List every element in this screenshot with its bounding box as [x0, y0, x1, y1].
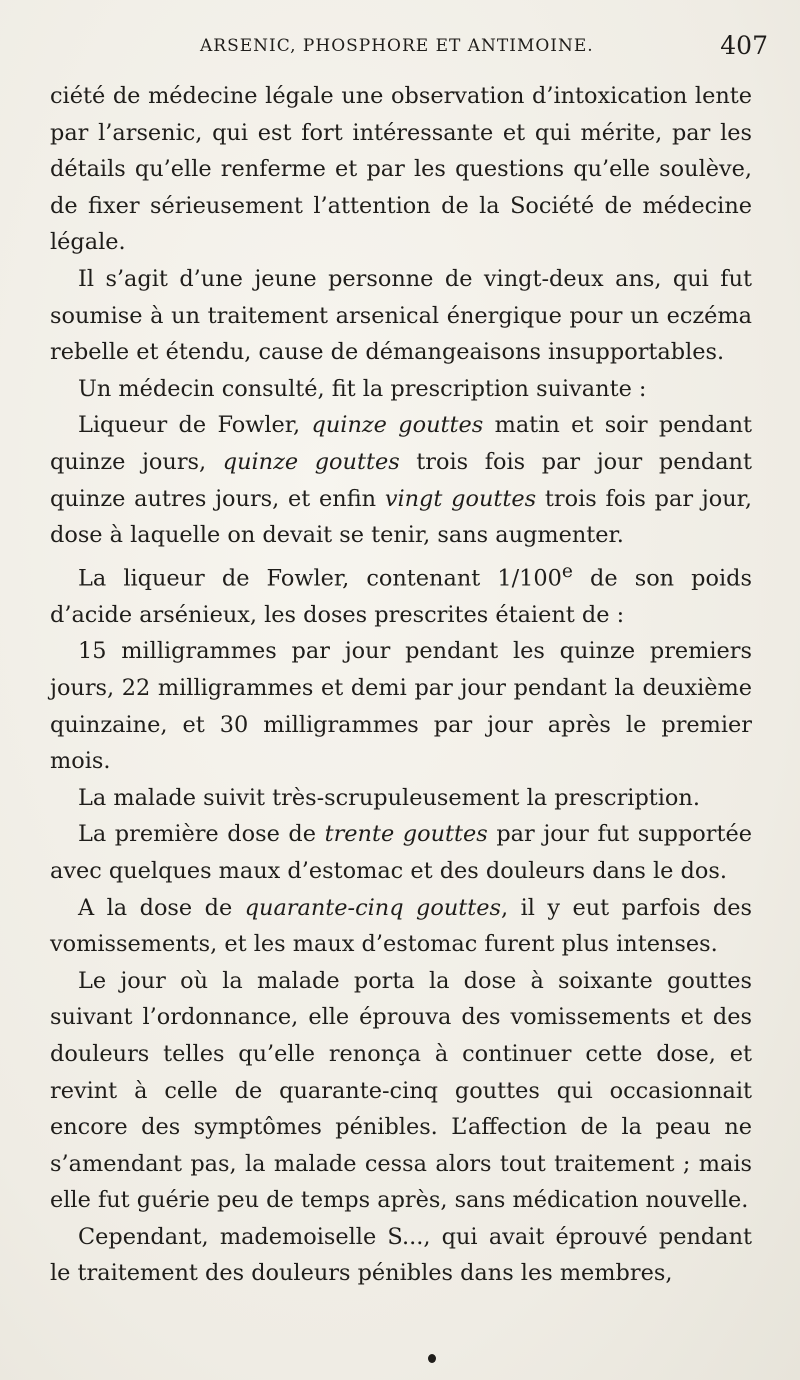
paragraph — [50, 371, 752, 408]
paragraph — [50, 261, 752, 371]
text-run: Cependant, mademoiselle S..., qui avait éprouvé pendant le traitement des douleurs pénibles dans les membres, — [50, 1223, 752, 1287]
ink-dot — [428, 1354, 436, 1363]
text-run: matin et soir pendant quinze jours, — [50, 412, 752, 475]
paragraph — [50, 963, 752, 1219]
italic-text: quinze gouttes — [311, 412, 484, 439]
text-run: Le jour où la malade porta la dose à soixante gouttes suivant l’ordonnance, elle éprouva des vomissements et des douleurs telles qu’elle renonça à continuer cette dose, et revint à celle de quarante-cinq gouttes qui occasionnait encore des symptômes pénibles. L’affection de la peau ne s’amendant pas, la malade cessa alors tout traitement ; mais elle fut guérie peu de temps après, sans médication nouvelle. — [50, 967, 752, 1214]
paragraph — [50, 780, 752, 817]
text-run: trois fois par jour pendant quinze autres jours, et enfin — [50, 448, 752, 512]
text-run: Liqueur de Fowler, — [78, 412, 312, 439]
paragraph — [50, 1219, 752, 1292]
text-run: trois fois par jour, dose à laquelle on devait se tenir, sans augmenter. — [50, 485, 752, 549]
paragraph — [50, 407, 752, 553]
page-header — [50, 31, 768, 70]
paragraph — [50, 78, 752, 261]
paragraph — [50, 633, 752, 779]
italic-text: vingt gouttes — [384, 485, 537, 512]
page-number: 407 — [720, 31, 768, 60]
text-run: La malade suivit très-scrupuleusement la prescription. — [78, 784, 700, 811]
text-run: A la dose de — [78, 894, 245, 921]
text-run: La liqueur de Fowler, contenant 1/100 — [78, 565, 562, 592]
text-run: par jour fut supportée avec quelques maux d’estomac et des douleurs dans le dos. — [50, 821, 752, 884]
text-run: Il s’agit d’une jeune personne de vingt-deux ans, qui fut soumise à un traitement arsenical énergique pour un eczéma rebelle et étendu, cause de démangeaisons insupportables. — [50, 265, 752, 366]
italic-text: quinze gouttes — [222, 448, 400, 475]
paragraph — [50, 816, 752, 889]
italic-text: trente gouttes — [324, 821, 488, 848]
paragraph — [50, 554, 752, 634]
italic-text: quarante-cinq gouttes — [244, 894, 501, 921]
text-run: La première dose de — [78, 821, 325, 848]
text-run: de son poids d’acide arsénieux, les doses prescrites étaient de : — [50, 565, 752, 628]
paragraph — [50, 890, 752, 963]
text-run: Un médecin consulté, fit la prescription suivante : — [78, 375, 647, 402]
body-text — [50, 78, 752, 1292]
running-head: ARSENIC, PHOSPHORE ET ANTIMOINE. — [200, 36, 594, 56]
superscript-e: e — [561, 560, 573, 582]
text-run: , il y eut parfois des vomissements, et les maux d’estomac furent plus intenses. — [50, 894, 752, 958]
text-run: ciété de médecine légale une observation d’intoxication lente par l’arsenic, qui est fort intéressante et qui mérite, par les détails qu’elle renferme et par les questions qu’elle soulève, de fixer sérieusement l’attention de la Société de médecine légale. — [50, 83, 752, 256]
text-run: 15 milligrammes par jour pendant les quinze premiers jours, 22 milligrammes et demi par jour pendant la deuxième quinzaine, et 30 milligrammes par jour après le premier mois. — [50, 638, 752, 775]
